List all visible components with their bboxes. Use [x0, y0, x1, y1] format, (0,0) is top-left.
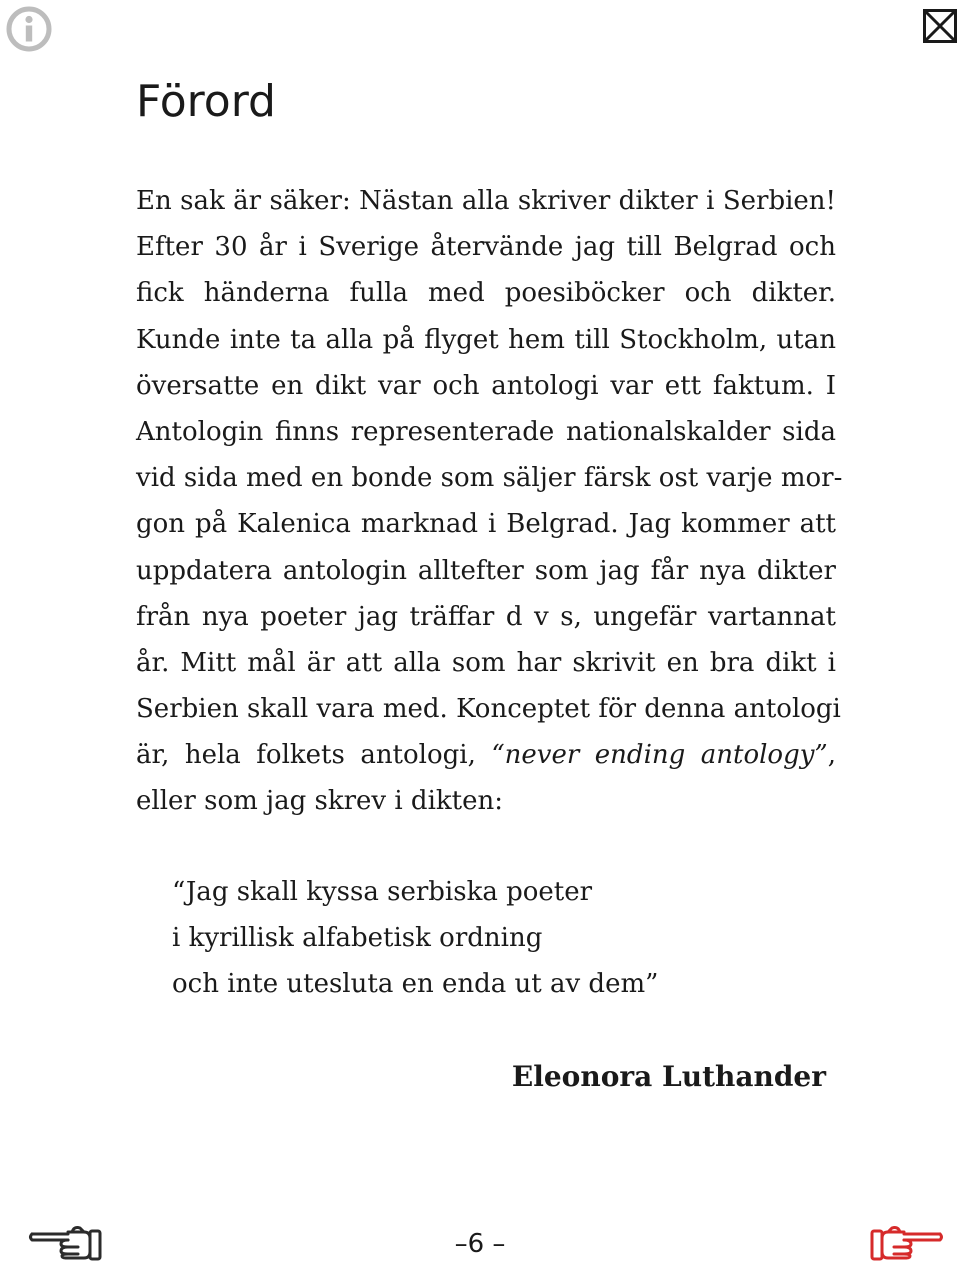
line-text-before: är, hela folkets antologi, [136, 740, 492, 771]
paragraph-line: eller som jag skrev i dikten: [136, 786, 503, 817]
pointing-hand-right-icon [868, 1222, 944, 1262]
paragraph-line: Antologin finns representerade nationalskalder sida [136, 416, 836, 447]
paragraph-line: från nya poeter jag träffar d v s, ungefär vartannat [136, 601, 836, 632]
close-icon [923, 9, 957, 43]
paragraph-line: En sak är säker: Nästan alla skriver dikter i Serbien! [136, 186, 836, 216]
body-paragraph [136, 178, 843, 825]
paragraph-line: uppdatera antologin alltefter som jag får nya dikter [136, 555, 836, 586]
paragraph-line: fick händerna fulla med poesiböcker och dikter. [136, 278, 836, 309]
paragraph-line: år. Mitt mål är att alla som har skrivit en bra dikt i [136, 647, 836, 678]
poem-line: i kyrillisk alfabetisk ordning [172, 923, 543, 954]
poem-line: och inte utesluta en enda ut av dem” [172, 969, 659, 1000]
poem-quote [172, 869, 658, 1008]
line-text-after: , [827, 740, 836, 771]
author-signature: Eleonora Luthander [511, 1060, 826, 1093]
next-page-button[interactable] [868, 1222, 944, 1262]
paragraph-line-emphasis [136, 732, 836, 778]
paragraph-line: gon på Kalenica marknad i Belgrad. Jag kommer att [136, 509, 836, 540]
info-icon [6, 6, 52, 52]
paragraph-line: översatte en dikt var och antologi var ett faktum. I [136, 370, 836, 401]
paragraph-line: Efter 30 år i Sverige återvände jag till Belgrad och [136, 232, 836, 263]
page-title: Förord [136, 76, 276, 127]
paragraph-line: vid sida med en bonde som säljer färsk ost varje mor- [136, 463, 843, 494]
info-button[interactable] [6, 6, 52, 52]
page-number: –6 – [454, 1229, 506, 1259]
paragraph-line: Serbien skall vara med. Konceptet för denna antologi [136, 694, 841, 725]
close-button[interactable] [923, 9, 957, 43]
emphasis-phrase: “never ending antology” [491, 740, 828, 771]
poem-line: “Jag skall kyssa serbiska poeter [172, 877, 593, 907]
paragraph-line: Kunde inte ta alla på flyget hem till Stockholm, utan [136, 324, 836, 355]
